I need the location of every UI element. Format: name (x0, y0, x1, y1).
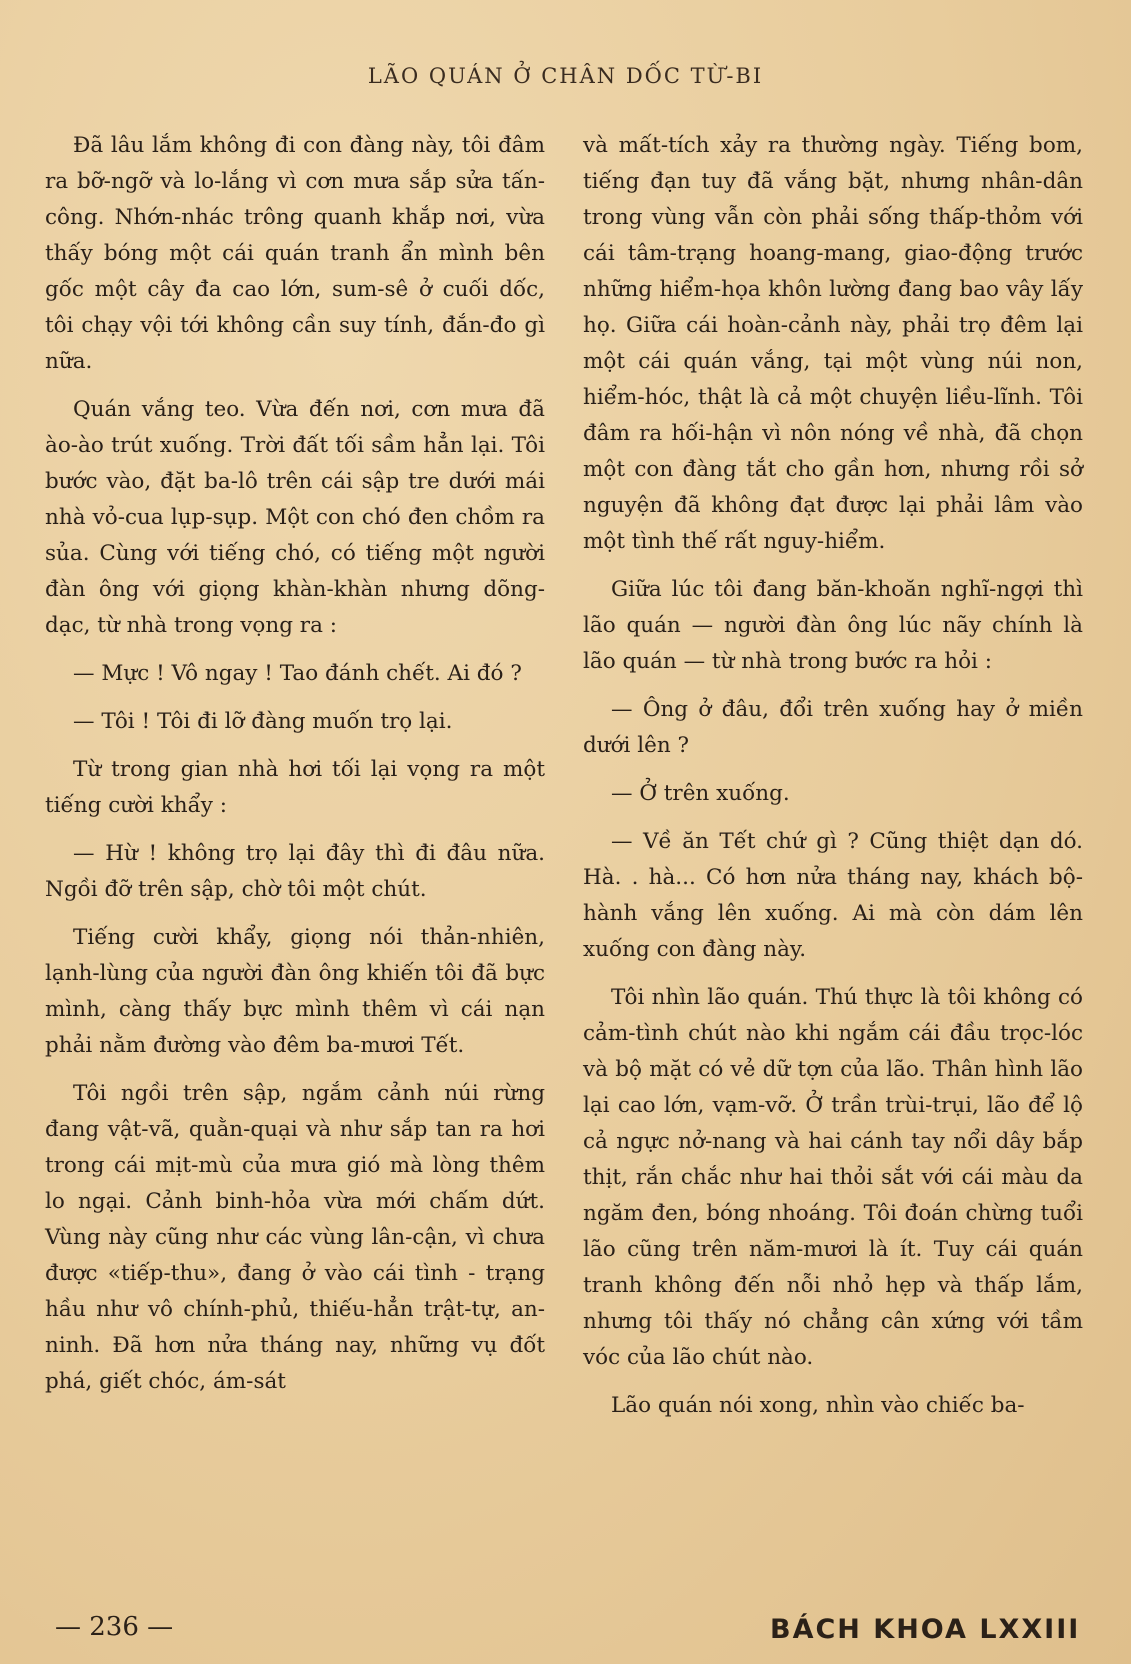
paragraph: Lão quán nói xong, nhìn vào chiếc ba- (611, 1393, 1025, 1418)
paragraph-continued: và mất-tích xảy ra thường ngày. Tiếng bom, tiếng đạn tuy đã vắng bặt, nhưng nhân-dân trong vùng vẫn còn phải sống thấp-thỏm với cái tâm-trạng hoang-mang, giao-động trước những hiểm-họa khôn lường đang bao vây lấy họ. Giữa cái hoàn-cảnh này, phải trọ đêm lại một cái quán vắng, tại một vùng núi non, hiểm-hóc, thật là cả một chuyện liều-lĩnh. Tôi đâm ra hối-hận vì nôn nóng về nhà, đã chọn một con đàng tắt cho gần hơn, nhưng rồi sở nguyện đã không đạt được lại phải lâm vào một tình thế rất nguy-hiểm. (583, 133, 1083, 554)
paragraph: — Ở trên xuống. (611, 781, 790, 806)
running-title: LÃO QUÁN Ở CHÂN DỐC TỪ-BI (367, 64, 764, 88)
paragraph: Tôi ngồi trên sập, ngắm cảnh núi rừng đang vật-vã, quằn-quại và như sắp tan ra hơi trong cái mịt-mù của mưa gió mà lòng thêm lo ngại. Cảnh binh-hỏa vừa mới chấm dứt. Vùng này cũng như các vùng lân-cận, vì chưa được «tiếp-thu», đang ở vào cái tình - trạng hầu như vô chính-phủ, thiếu-hẳn trật-tự, an-ninh. Đã hơn nửa tháng nay, những vụ đốt phá, giết chóc, ám-sát (45, 1081, 545, 1394)
paragraph: Đã lâu lắm không đi con đàng này, tôi đâm ra bỡ-ngỡ và lo-lắng vì cơn mưa sắp sửa tấn-công. Nhớn-nhác trông quanh khắp nơi, vừa thấy bóng một cái quán tranh ẩn mình bên gốc một cây đa cao lớn, sum-sê ở cuối dốc, tôi chạy vội tới không cần suy tính, đắn-đo gì nữa. (45, 133, 545, 374)
paragraph: Tôi nhìn lão quán. Thú thực là tôi không có cảm-tình chút nào khi ngắm cái đầu trọc-lóc và bộ mặt có vẻ dữ tợn của lão. Thân hình lão lại cao lớn, vạm-vỡ. Ở trần trùi-trụi, lão để lộ cả ngực nở-nang và hai cánh tay nổi dây bắp thịt, rắn chắc như hai thỏi sắt với cái màu da ngăm đen, bóng nhoáng. Tôi đoán chừng tuổi lão cũng trên năm-mươi là ít. Tuy cái quán tranh không đến nỗi nhỏ hẹp và thấp lắm, nhưng tôi thấy nó chẳng cân xứng với tầm vóc của lão chút nào. (583, 985, 1083, 1370)
paragraph: Giữa lúc tôi đang băn-khoăn nghĩ-ngợi thì lão quán — người đàn ông lúc nãy chính là lão quán — từ nhà trong bước ra hỏi : (583, 577, 1083, 674)
paragraph: — Hừ ! không trọ lại đây thì đi đâu nữa. Ngồi đỡ trên sập, chờ tôi một chút. (45, 841, 545, 902)
publication-name: BÁCH KHOA LXXIII (770, 1614, 1081, 1645)
paragraph: — Ông ở đâu, đổi trên xuống hay ở miền dưới lên ? (583, 697, 1083, 758)
left-column (45, 128, 545, 1412)
paragraph: — Tôi ! Tôi đi lỡ đàng muốn trọ lại. (73, 709, 453, 734)
page-number: — 236 — (55, 1612, 174, 1642)
paragraph: — Mực ! Vô ngay ! Tao đánh chết. Ai đó ? (73, 661, 522, 686)
paragraph: Quán vắng teo. Vừa đến nơi, cơn mưa đã ào-ào trút xuống. Trời đất tối sầm hẳn lại. Tôi bước vào, đặt ba-lô trên cái sập tre dưới mái nhà vỏ-cua lụp-sụp. Một con chó đen chồm ra sủa. Cùng với tiếng chó, có tiếng một người đàn ông với giọng khàn-khàn nhưng dõng-dạc, từ nhà trong vọng ra : (45, 397, 545, 638)
paragraph: Từ trong gian nhà hơi tối lại vọng ra một tiếng cười khẩy : (45, 757, 545, 818)
paragraph: Tiếng cười khẩy, giọng nói thản-nhiên, lạnh-lùng của người đàn ông khiến tôi đã bực mình, càng thấy bực mình thêm vì cái nạn phải nằm đường vào đêm ba-mươi Tết. (45, 925, 545, 1058)
right-column (583, 128, 1083, 1436)
paragraph: — Về ăn Tết chứ gì ? Cũng thiệt dạn dó. Hà. . hà... Có hơn nửa tháng nay, khách bộ-hành vắng lên xuống. Ai mà còn dám lên xuống con đàng này. (583, 829, 1083, 962)
